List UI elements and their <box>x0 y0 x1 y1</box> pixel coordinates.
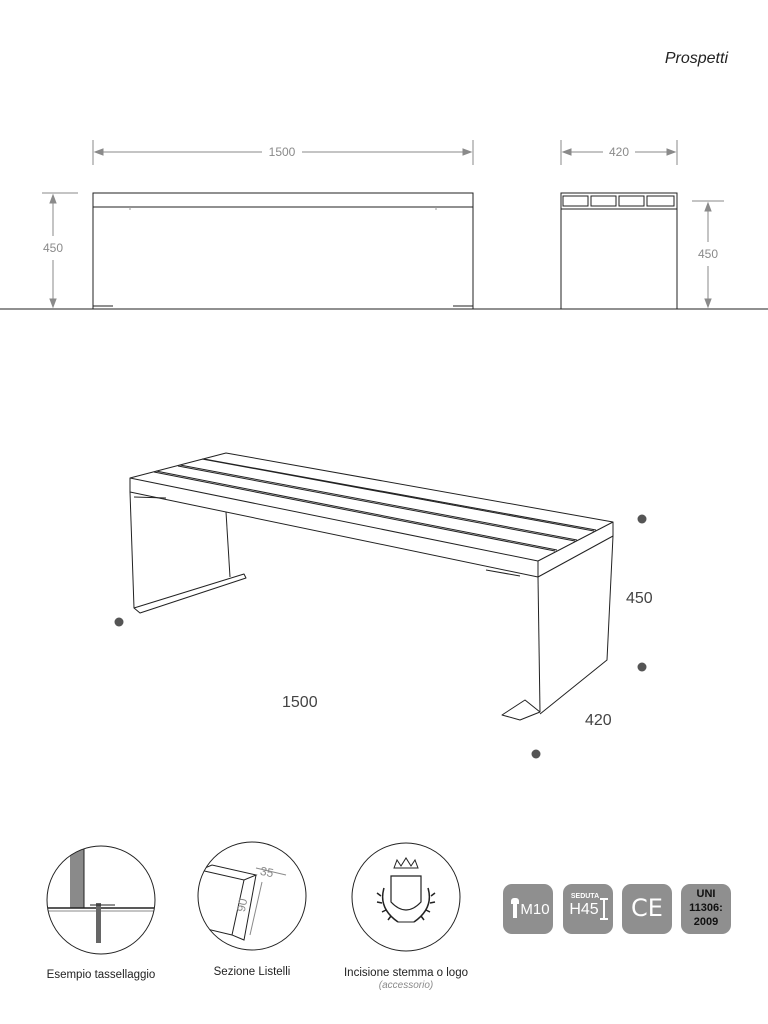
badge-uni <box>681 884 731 934</box>
badge-uni-line3: 2009 <box>693 916 719 928</box>
front-width-label: 1500 <box>268 145 296 159</box>
anchor-point <box>638 663 647 672</box>
perspective-height-label: 450 <box>626 590 653 607</box>
slat-height-label: 90 <box>233 897 251 914</box>
badge-seat-height <box>563 884 613 934</box>
side-height-label: 450 <box>697 247 719 261</box>
height-arrow-icon <box>603 898 605 920</box>
badge-uni-line1: UNI <box>696 888 716 900</box>
detail-anchoring <box>40 845 160 954</box>
badge-ce <box>622 884 672 934</box>
crown-icon <box>394 858 418 868</box>
badge-m10 <box>503 884 553 934</box>
badge-seat-label: SEDUTA <box>570 893 600 900</box>
side-view <box>561 193 677 309</box>
front-view <box>93 193 473 309</box>
page-title: Prospetti <box>664 50 728 67</box>
side-width-label: 420 <box>608 145 630 159</box>
caption-slat-section: Sezione Listelli <box>213 966 291 978</box>
slat-width-label: 35 <box>258 863 275 881</box>
perspective-length-label: 1500 <box>282 694 318 711</box>
detail-slat-section <box>190 842 306 950</box>
caption-emblem: Incisione stemma o logo <box>343 967 468 979</box>
caption-anchoring: Esempio tassellaggio <box>46 969 156 981</box>
detail-emblem <box>352 843 460 951</box>
anchor-point <box>532 750 541 759</box>
badge-uni-line2: 11306: <box>689 902 723 914</box>
perspective-bench <box>130 453 613 720</box>
caption-emblem-sub: (accessorio) <box>378 980 434 991</box>
anchor-point <box>638 515 647 524</box>
shield-icon <box>391 876 421 910</box>
perspective-depth-label: 420 <box>585 712 612 729</box>
badge-seat-value: H45 <box>569 901 599 918</box>
ce-mark-icon: CE <box>631 894 663 922</box>
badge-m10-label: M10 <box>520 901 550 918</box>
front-height-label: 450 <box>42 241 64 255</box>
anchor-point <box>115 618 124 627</box>
